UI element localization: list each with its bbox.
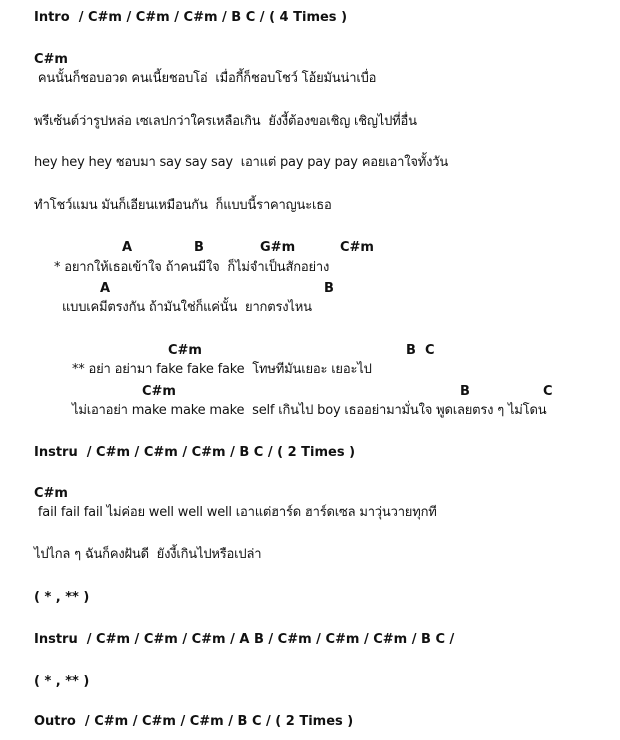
verse1-chord: C#m bbox=[34, 52, 68, 67]
repeat-marker: ( * , ** ) bbox=[34, 590, 90, 605]
chorus-lyric-line: * อยากให้เธอเข้าใจ ถ้าคนมีใจ ก็ไม่จำเป็นสักอย่าง bbox=[54, 260, 330, 275]
lyric-line: คนนั้นก็ชอบอวด คนเนี้ยชอบโอ่ เมื่อกี้ก็ชอบโชว์ โอ้ยมันน่าเบื่อ bbox=[34, 71, 377, 86]
verse2-chord: C#m bbox=[34, 486, 68, 501]
lyric-line: ทำโชว์แมน มันก็เอียนเหมือนกัน ก็แบบนี้ราคาญนะเธอ bbox=[34, 198, 332, 213]
lyric-line: ไปไกล ๆ ฉันก็คงฝันดี ยังงี้เกินไปหรือเปล่า bbox=[34, 547, 262, 562]
lyric-line: hey hey hey ชอบมา say say say เอาแต่ pay pay pay คอยเอาใจทั้งวัน bbox=[34, 155, 449, 170]
intro-line: Intro / C#m / C#m / C#m / B C / ( 4 Times ) bbox=[34, 10, 348, 25]
chord-label: B bbox=[194, 240, 204, 255]
chord-label: C#m bbox=[168, 343, 202, 358]
lyric-line: fail fail fail ไม่ค่อย well well well เอาแต่ฮาร์ด ฮาร์ดเซล มาวุ่นวายทุกที bbox=[34, 505, 437, 520]
chord-label: C#m bbox=[142, 384, 176, 399]
chord-label: A bbox=[122, 240, 133, 255]
chord-label: C bbox=[543, 384, 553, 399]
chord-label: B C bbox=[406, 343, 435, 358]
chord-label: A bbox=[100, 281, 111, 296]
repeat-marker: ( * , ** ) bbox=[34, 674, 90, 689]
chord-label: G#m bbox=[260, 240, 296, 255]
lyric-line: พรีเซ้นต์ว่ารูปหล่อ เซเลปกว่าใครเหลือเกิน ยังงี้ต้องขอเชิญ เชิญไปที่อื่น bbox=[34, 114, 417, 129]
chorus-lyric-line: ไม่เอาอย่า make make make self เกินไป boy เธออย่ามามั่นใจ พูดเลยตรง ๆ ไม่โดน bbox=[72, 403, 547, 418]
instru-line: Instru / C#m / C#m / C#m / B C / ( 2 Times ) bbox=[34, 445, 356, 460]
chord-label: B bbox=[460, 384, 470, 399]
chord-label: B bbox=[324, 281, 334, 296]
chorus-lyric-line: แบบเคมีตรงกัน ถ้ามันใช่ก็แค่นั้น ยากตรงไหน bbox=[62, 300, 312, 315]
chorus-lyric-line: ** อย่า อย่ามา fake fake fake โทษทีมันเยอะ เยอะไป bbox=[72, 362, 372, 377]
outro-line: Outro / C#m / C#m / C#m / B C / ( 2 Times ) bbox=[34, 714, 354, 729]
instru-line: Instru / C#m / C#m / C#m / A B / C#m / C#m / C#m / B C / bbox=[34, 632, 455, 647]
chord-label: C#m bbox=[340, 240, 374, 255]
